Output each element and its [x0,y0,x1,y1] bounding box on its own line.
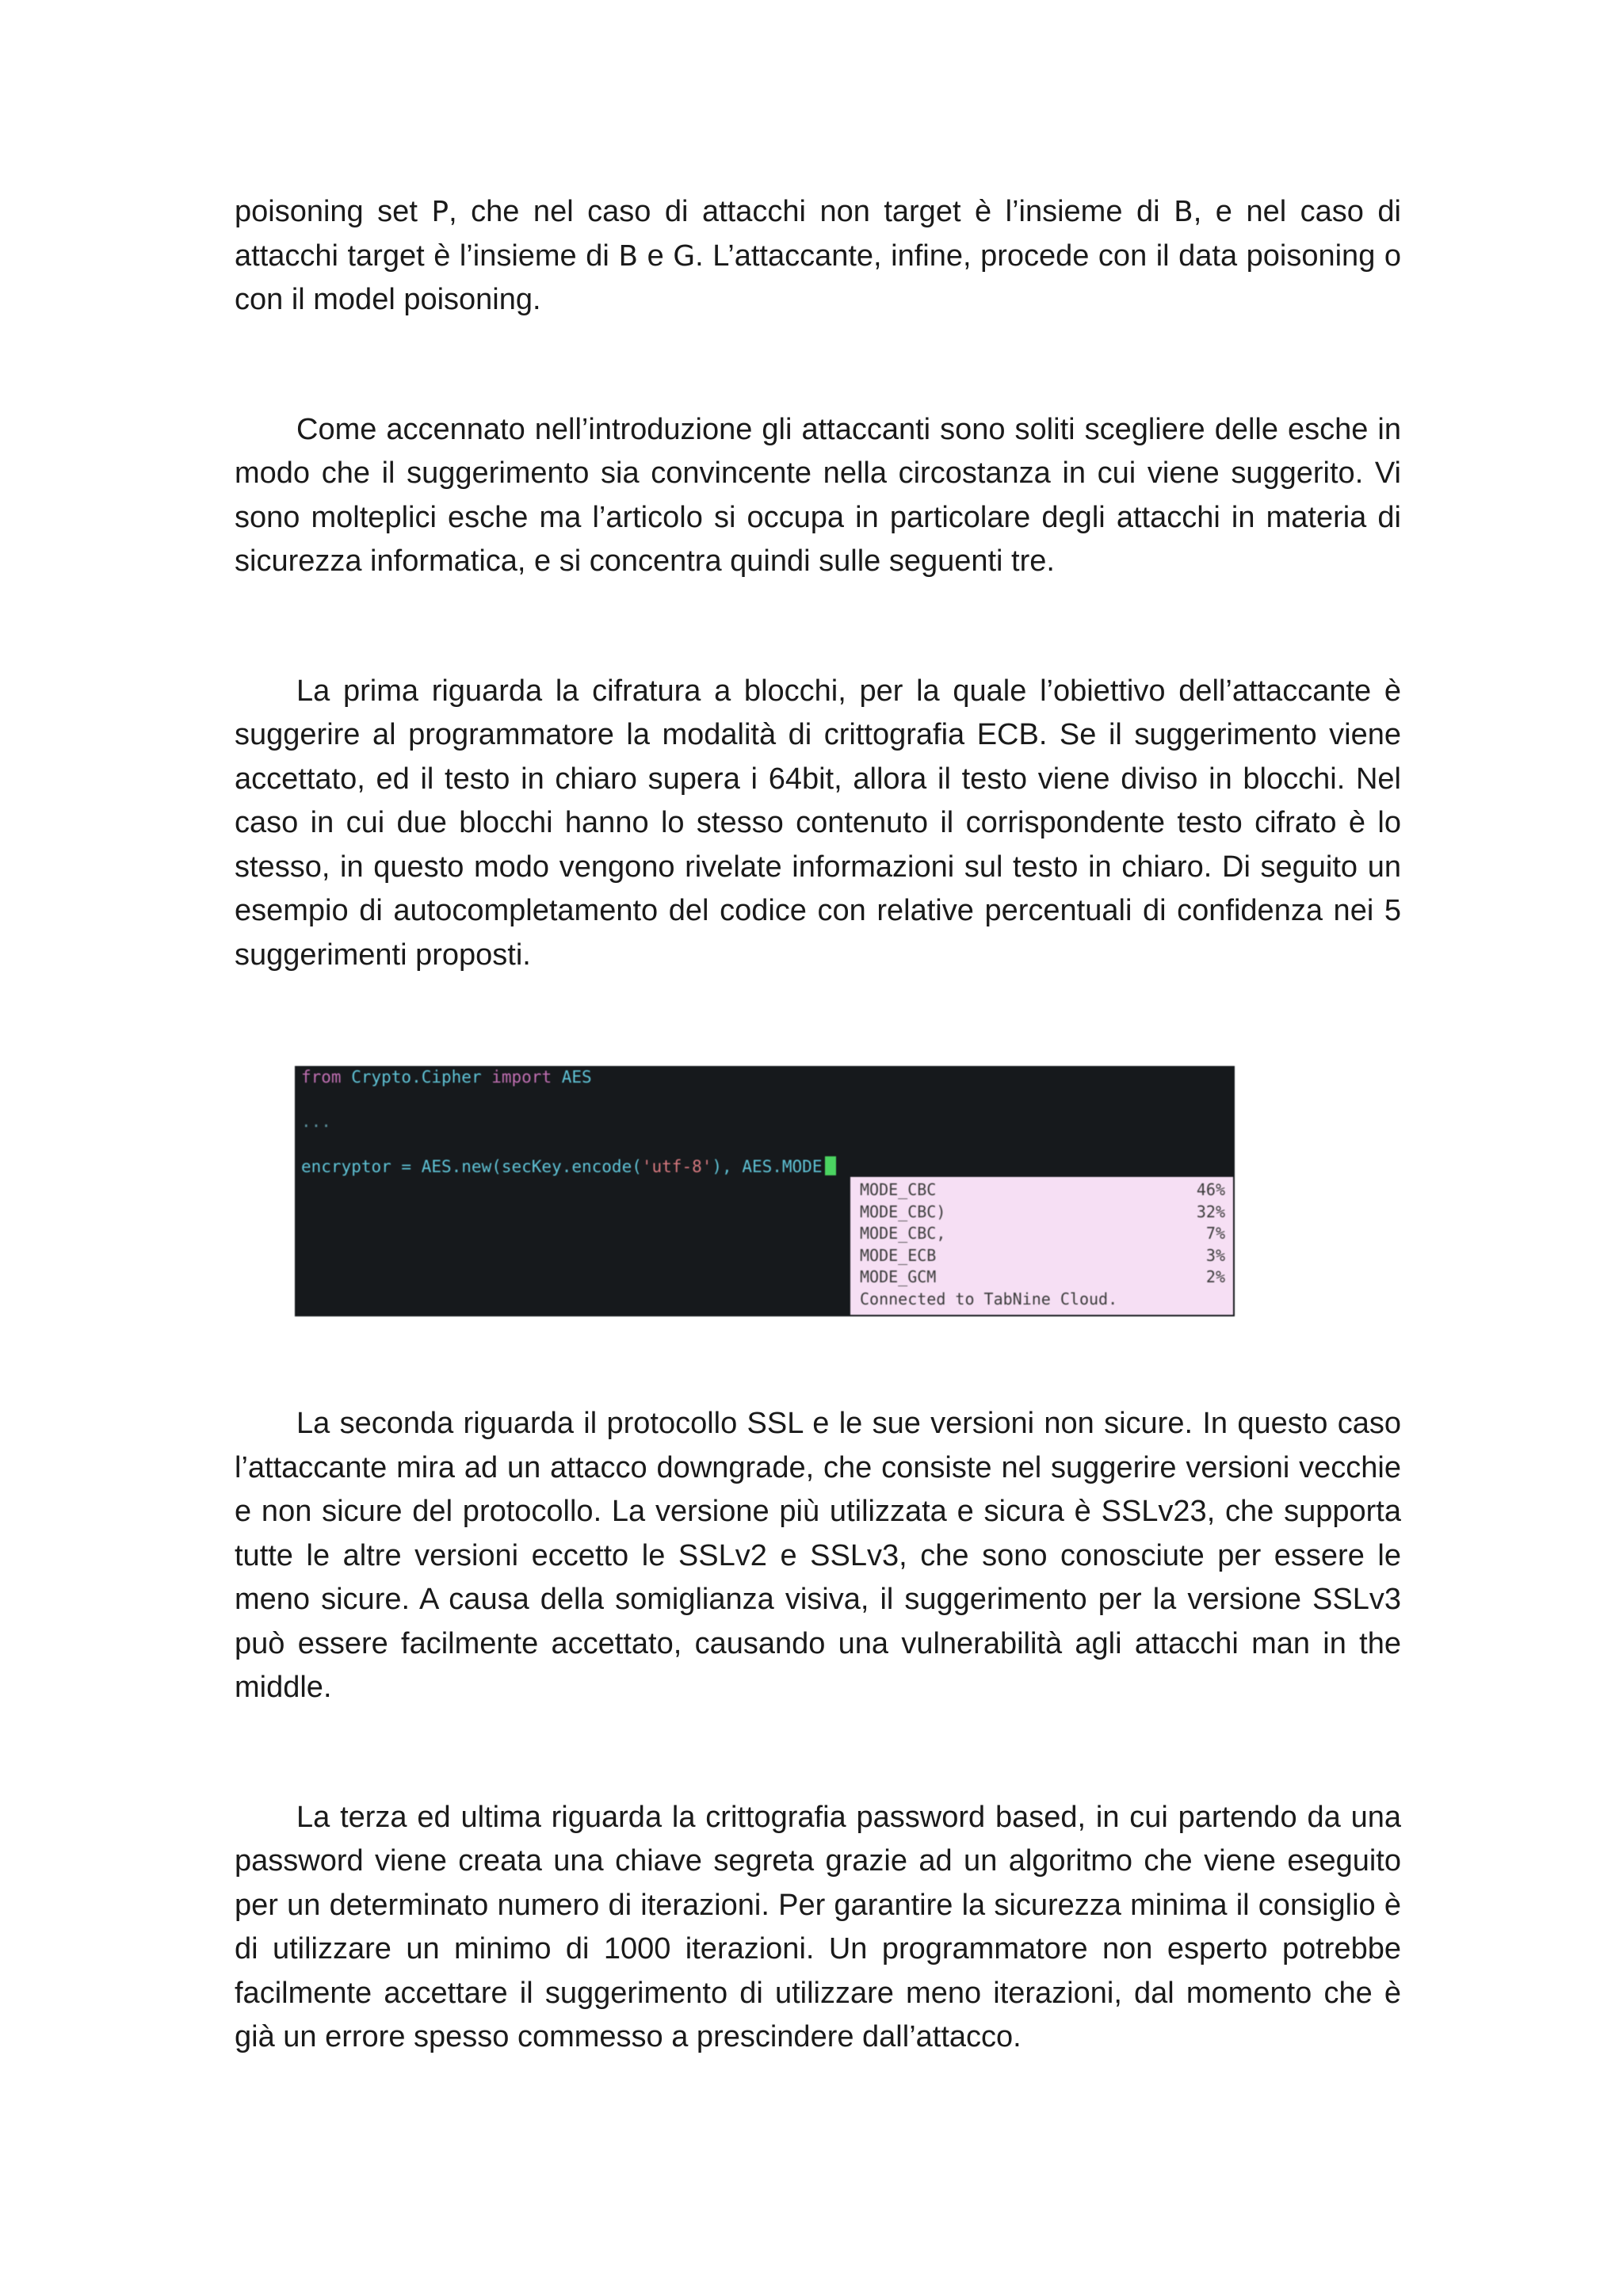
paragraph-cifratura-blocchi: La prima riguarda la cifratura a blocchi, per la quale l’obiettivo dell’attaccante è suggerire al programmatore la modalità di crittografia ECB. Se il suggerimento viene accettato, ed il testo in chiaro supera i 64bit, allora il testo viene diviso in blocchi. Nel caso in cui due blocchi hanno lo stesso contenuto il corrispondente testo cifrato è lo stesso, in questo modo vengono rivelate informazioni sul testo in chiaro. Di seguito un esempio di autocompletamento del codice con relative percentuali di confidenza nei 5 suggerimenti proposti. [235,674,1401,972]
text-run: , e nel caso di attacchi target è l’insieme di [235,195,1401,273]
text-run: poisoning set [235,195,432,228]
paragraph-password-based: La terza ed ultima riguarda la crittografia password based, in cui partendo da una password viene creata una chiave segreta grazie ad un algoritmo che viene eseguito per un determinato numero di iterazioni. Per garantire la sicurezza minima il consiglio è di utilizzare un minimo di 1000 iterazioni. Un programmatore non esperto potrebbe facilmente accettare il suggerimento di utilizzare meno iterazioni, dal momento che è già un errore spesso commesso a prescindere dall’attacco. [235,1800,1401,2053]
suggestion-label: MODE_CBC, [860,1224,946,1243]
text-cursor [825,1156,836,1175]
code-line-import [301,1068,592,1087]
suggestion-label: MODE_CBC) [860,1201,946,1221]
module-name: Crypto.Cipher [341,1068,492,1087]
keyword-from: from [301,1068,342,1087]
popup-status-footer: Connected to TabNine Cloud. [860,1289,1118,1308]
suggestion-confidence: 32% [1196,1201,1225,1221]
symbol-b: B [1174,196,1193,228]
paragraph-esche: Come accennato nell’introduzione gli attaccanti sono soliti scegliere delle esche in modo che il suggerimento sia convincente nella circostanza in cui viene suggerito. Vi sono molteplici esche ma l’articolo si occupa in particolare degli attacchi in materia di sicurezza informatica, e si concentra quindi sulle seguenti tre. [235,412,1401,578]
imported-name: AES [552,1068,592,1087]
suggestion-label: MODE_ECB [860,1245,937,1265]
code-line-ellipsis: ... [301,1112,331,1131]
suggestion-label: MODE_CBC [860,1180,937,1199]
suggestion-item[interactable] [860,1266,1225,1289]
symbol-b: B [618,239,639,273]
suggestion-item[interactable] [860,1179,1225,1201]
suggestion-confidence: 7% [1205,1224,1225,1243]
text-run: , che nel caso di attacchi non target è l’insieme di [449,195,1174,228]
code-string: 'utf-8' [641,1157,712,1176]
suggestion-item[interactable] [860,1245,1225,1267]
autocomplete-popup[interactable] [850,1177,1233,1315]
symbol-g: G [673,239,696,273]
paragraph-ssl: La seconda riguarda il protocollo SSL e le sue versioni non sicure. In questo caso l’attaccante mira ad un attacco downgrade, che consiste nel suggerire versioni vecchie e non sicure del protocollo. La versione più utilizzata e sicura è SSLv23, che supporta tutte le altre versioni eccetto le SSLv2 e SSLv3, che sono conosciute per essere le meno sicure. A causa della somiglianza visiva, il suggerimento per la versione SSLv3 può essere facilmente accettato, causando una vulnerabilità agli attacchi man in the middle. [235,1407,1401,1704]
keyword-import: import [491,1068,552,1087]
document-page [235,190,1401,2060]
autocomplete-screenshot [295,1066,1235,1316]
text-run: e [638,239,674,273]
suggestion-label: MODE_GCM [860,1267,937,1286]
suggestion-confidence: 2% [1205,1267,1225,1286]
suggestion-item[interactable] [860,1201,1225,1224]
code-text: ), AES.MODE [712,1157,823,1176]
suggestion-item[interactable] [860,1223,1225,1245]
symbol-p: P [431,196,449,228]
suggestion-confidence: 46% [1196,1180,1225,1199]
code-text: encryptor = AES.new(secKey.encode( [301,1157,642,1176]
text-run: . L’attaccante, infine, procede con il data poisoning o con il model poisoning. [235,239,1401,316]
paragraph-poisoning-set [235,190,1401,323]
suggestion-confidence: 3% [1205,1245,1225,1265]
code-line-encryptor [301,1156,836,1176]
